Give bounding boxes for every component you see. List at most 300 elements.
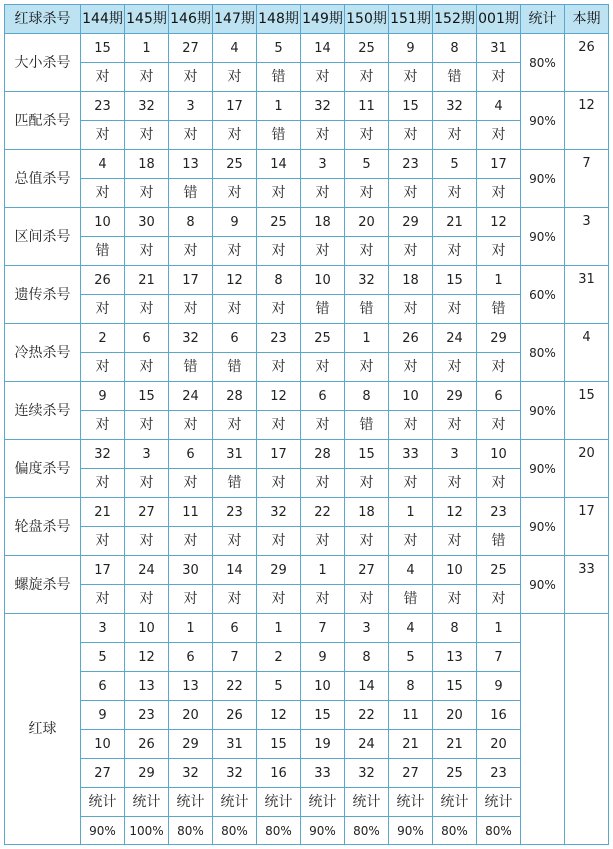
method-result-row xyxy=(5,295,609,324)
method-number-row xyxy=(5,34,609,63)
kill-number: 24 xyxy=(433,324,477,353)
result-mark: 对 xyxy=(125,63,169,92)
kill-number: 1 xyxy=(345,324,389,353)
result-mark: 对 xyxy=(301,63,345,92)
result-mark: 对 xyxy=(257,353,301,382)
kill-number: 23 xyxy=(257,324,301,353)
kill-number: 17 xyxy=(477,150,521,179)
kill-number: 32 xyxy=(433,92,477,121)
result-mark: 对 xyxy=(169,411,213,440)
result-mark: 对 xyxy=(389,121,433,150)
result-mark: 对 xyxy=(213,179,257,208)
result-mark: 对 xyxy=(81,179,125,208)
stat-label: 统计 xyxy=(389,788,433,817)
red-ball-number: 25 xyxy=(433,759,477,788)
method-name: 区间杀号 xyxy=(5,208,81,266)
method-result-row xyxy=(5,527,609,556)
result-mark: 错 xyxy=(169,179,213,208)
red-ball-number: 5 xyxy=(81,643,125,672)
current-kill-number: 12 xyxy=(565,92,609,150)
stat-percent: 80% xyxy=(169,817,213,845)
method-number-row xyxy=(5,92,609,121)
result-mark: 对 xyxy=(389,63,433,92)
red-ball-number: 1 xyxy=(257,614,301,643)
result-mark: 对 xyxy=(257,527,301,556)
result-mark: 对 xyxy=(345,469,389,498)
kill-number: 23 xyxy=(81,92,125,121)
header-row xyxy=(5,5,609,34)
red-ball-number: 7 xyxy=(213,643,257,672)
header-period: 145期 xyxy=(125,5,169,34)
method-result-row xyxy=(5,411,609,440)
result-mark: 错 xyxy=(389,585,433,614)
method-stat: 90% xyxy=(521,556,565,614)
header-period: 001期 xyxy=(477,5,521,34)
current-kill-number: 31 xyxy=(565,266,609,324)
header-period: 150期 xyxy=(345,5,389,34)
method-result-row xyxy=(5,469,609,498)
red-ball-number: 6 xyxy=(213,614,257,643)
red-ball-number: 6 xyxy=(169,643,213,672)
method-number-row xyxy=(5,556,609,585)
result-mark: 对 xyxy=(301,411,345,440)
header-period: 146期 xyxy=(169,5,213,34)
kill-number: 12 xyxy=(433,498,477,527)
red-ball-number: 22 xyxy=(213,672,257,701)
kill-number: 29 xyxy=(433,382,477,411)
method-stat: 80% xyxy=(521,34,565,92)
result-mark: 对 xyxy=(125,121,169,150)
kill-number: 8 xyxy=(257,266,301,295)
red-ball-row xyxy=(5,701,609,730)
result-mark: 对 xyxy=(389,469,433,498)
result-mark: 对 xyxy=(125,237,169,266)
red-ball-number: 20 xyxy=(169,701,213,730)
result-mark: 对 xyxy=(433,585,477,614)
red-ball-number: 3 xyxy=(345,614,389,643)
empty-current-cell xyxy=(565,614,609,845)
kill-number: 25 xyxy=(345,34,389,63)
stat-percent: 80% xyxy=(257,817,301,845)
method-result-row xyxy=(5,63,609,92)
result-mark: 对 xyxy=(345,121,389,150)
result-mark: 对 xyxy=(125,527,169,556)
method-result-row xyxy=(5,237,609,266)
result-mark: 对 xyxy=(477,121,521,150)
red-ball-row xyxy=(5,730,609,759)
method-name: 总值杀号 xyxy=(5,150,81,208)
result-mark: 错 xyxy=(345,295,389,324)
red-ball-number: 12 xyxy=(125,643,169,672)
result-mark: 对 xyxy=(345,237,389,266)
stat-percent: 100% xyxy=(125,817,169,845)
kill-number: 12 xyxy=(257,382,301,411)
current-kill-number: 4 xyxy=(565,324,609,382)
kill-number: 4 xyxy=(477,92,521,121)
kill-number: 24 xyxy=(125,556,169,585)
kill-number: 12 xyxy=(477,208,521,237)
stat-label: 统计 xyxy=(257,788,301,817)
result-mark: 对 xyxy=(345,527,389,556)
red-ball-number: 33 xyxy=(301,759,345,788)
red-ball-number: 26 xyxy=(125,730,169,759)
kill-number: 12 xyxy=(213,266,257,295)
result-mark: 错 xyxy=(81,237,125,266)
result-mark: 对 xyxy=(81,585,125,614)
result-mark: 对 xyxy=(169,469,213,498)
result-mark: 对 xyxy=(389,237,433,266)
red-ball-number: 10 xyxy=(81,730,125,759)
kill-number: 14 xyxy=(257,150,301,179)
method-stat: 90% xyxy=(521,440,565,498)
kill-number: 8 xyxy=(433,34,477,63)
result-mark: 对 xyxy=(389,179,433,208)
kill-number: 17 xyxy=(257,440,301,469)
result-mark: 对 xyxy=(433,469,477,498)
stat-percent: 80% xyxy=(213,817,257,845)
result-mark: 对 xyxy=(169,63,213,92)
kill-number: 31 xyxy=(477,34,521,63)
current-kill-number: 15 xyxy=(565,382,609,440)
result-mark: 对 xyxy=(213,237,257,266)
red-ball-row xyxy=(5,643,609,672)
kill-number: 31 xyxy=(213,440,257,469)
stat-label: 统计 xyxy=(213,788,257,817)
result-mark: 对 xyxy=(81,63,125,92)
red-ball-number: 10 xyxy=(125,614,169,643)
method-number-row xyxy=(5,382,609,411)
red-ball-number: 4 xyxy=(389,614,433,643)
current-kill-number: 3 xyxy=(565,208,609,266)
kill-number-table xyxy=(4,4,609,845)
kill-number: 3 xyxy=(125,440,169,469)
red-ball-number: 1 xyxy=(477,614,521,643)
method-number-row xyxy=(5,208,609,237)
result-mark: 对 xyxy=(257,179,301,208)
stat-label: 统计 xyxy=(81,788,125,817)
result-mark: 对 xyxy=(345,353,389,382)
kill-number: 13 xyxy=(169,150,213,179)
result-mark: 对 xyxy=(477,237,521,266)
kill-number: 32 xyxy=(257,498,301,527)
kill-number: 10 xyxy=(433,556,477,585)
result-mark: 对 xyxy=(301,527,345,556)
kill-number: 27 xyxy=(169,34,213,63)
red-ball-number: 13 xyxy=(169,672,213,701)
method-stat: 90% xyxy=(521,498,565,556)
stat-label: 统计 xyxy=(433,788,477,817)
kill-number: 27 xyxy=(125,498,169,527)
result-mark: 对 xyxy=(169,527,213,556)
stat-percent: 90% xyxy=(81,817,125,845)
kill-number: 23 xyxy=(213,498,257,527)
result-mark: 错 xyxy=(257,63,301,92)
kill-number: 8 xyxy=(345,382,389,411)
result-mark: 对 xyxy=(125,469,169,498)
result-mark: 对 xyxy=(345,585,389,614)
result-mark: 对 xyxy=(125,179,169,208)
kill-number: 10 xyxy=(81,208,125,237)
stat-label: 统计 xyxy=(301,788,345,817)
red-ball-percent-row xyxy=(5,817,609,845)
current-kill-number: 26 xyxy=(565,34,609,92)
kill-number: 6 xyxy=(477,382,521,411)
red-ball-number: 10 xyxy=(301,672,345,701)
result-mark: 对 xyxy=(433,121,477,150)
method-stat: 60% xyxy=(521,266,565,324)
kill-number: 23 xyxy=(477,498,521,527)
result-mark: 对 xyxy=(345,179,389,208)
stat-percent: 90% xyxy=(301,817,345,845)
red-ball-number: 15 xyxy=(301,701,345,730)
kill-number: 29 xyxy=(257,556,301,585)
red-ball-label: 红球 xyxy=(5,614,81,845)
kill-number: 11 xyxy=(169,498,213,527)
method-name: 大小杀号 xyxy=(5,34,81,92)
red-ball-row xyxy=(5,614,609,643)
kill-number: 33 xyxy=(389,440,433,469)
kill-number: 30 xyxy=(125,208,169,237)
red-ball-number: 27 xyxy=(389,759,433,788)
result-mark: 错 xyxy=(345,411,389,440)
result-mark: 错 xyxy=(477,527,521,556)
red-ball-number: 6 xyxy=(81,672,125,701)
result-mark: 对 xyxy=(169,121,213,150)
kill-number: 15 xyxy=(125,382,169,411)
result-mark: 对 xyxy=(477,469,521,498)
red-ball-number: 32 xyxy=(213,759,257,788)
result-mark: 对 xyxy=(433,353,477,382)
kill-number: 10 xyxy=(389,382,433,411)
kill-number: 32 xyxy=(81,440,125,469)
kill-number: 14 xyxy=(213,556,257,585)
kill-number: 30 xyxy=(169,556,213,585)
kill-number: 1 xyxy=(257,92,301,121)
kill-number: 28 xyxy=(213,382,257,411)
red-ball-number: 9 xyxy=(81,701,125,730)
result-mark: 错 xyxy=(301,295,345,324)
kill-number: 10 xyxy=(477,440,521,469)
current-kill-number: 17 xyxy=(565,498,609,556)
kill-number: 1 xyxy=(125,34,169,63)
kill-number: 10 xyxy=(301,266,345,295)
kill-number: 18 xyxy=(301,208,345,237)
kill-number: 8 xyxy=(169,208,213,237)
red-ball-number: 24 xyxy=(345,730,389,759)
red-ball-number: 8 xyxy=(389,672,433,701)
red-ball-number: 7 xyxy=(301,614,345,643)
result-mark: 对 xyxy=(301,237,345,266)
red-ball-number: 23 xyxy=(477,759,521,788)
red-ball-number: 15 xyxy=(257,730,301,759)
kill-number: 26 xyxy=(81,266,125,295)
kill-number: 23 xyxy=(389,150,433,179)
result-mark: 对 xyxy=(433,237,477,266)
result-mark: 对 xyxy=(477,63,521,92)
red-ball-number: 13 xyxy=(125,672,169,701)
kill-number: 21 xyxy=(125,266,169,295)
result-mark: 对 xyxy=(345,63,389,92)
method-name: 匹配杀号 xyxy=(5,92,81,150)
red-ball-row xyxy=(5,672,609,701)
kill-number: 20 xyxy=(345,208,389,237)
kill-number: 4 xyxy=(389,556,433,585)
result-mark: 对 xyxy=(169,295,213,324)
stat-label: 统计 xyxy=(125,788,169,817)
method-result-row xyxy=(5,179,609,208)
red-ball-number: 27 xyxy=(81,759,125,788)
red-ball-number: 21 xyxy=(433,730,477,759)
kill-number: 28 xyxy=(301,440,345,469)
kill-number: 3 xyxy=(433,440,477,469)
red-ball-number: 3 xyxy=(81,614,125,643)
kill-number: 18 xyxy=(389,266,433,295)
kill-number: 17 xyxy=(213,92,257,121)
kill-number: 5 xyxy=(433,150,477,179)
kill-number: 21 xyxy=(81,498,125,527)
kill-number: 32 xyxy=(345,266,389,295)
method-stat: 90% xyxy=(521,92,565,150)
result-mark: 对 xyxy=(301,353,345,382)
kill-number: 26 xyxy=(389,324,433,353)
method-stat: 90% xyxy=(521,208,565,266)
red-ball-number: 2 xyxy=(257,643,301,672)
result-mark: 对 xyxy=(257,237,301,266)
result-mark: 对 xyxy=(213,295,257,324)
kill-number: 5 xyxy=(345,150,389,179)
red-ball-number: 22 xyxy=(345,701,389,730)
result-mark: 对 xyxy=(433,179,477,208)
kill-number: 24 xyxy=(169,382,213,411)
kill-number: 27 xyxy=(345,556,389,585)
red-ball-number: 8 xyxy=(345,643,389,672)
stat-label: 统计 xyxy=(169,788,213,817)
kill-number: 15 xyxy=(433,266,477,295)
kill-number: 32 xyxy=(301,92,345,121)
kill-number: 9 xyxy=(389,34,433,63)
red-ball-number: 7 xyxy=(477,643,521,672)
red-ball-number: 26 xyxy=(213,701,257,730)
header-current: 本期 xyxy=(565,5,609,34)
header-period: 147期 xyxy=(213,5,257,34)
method-name: 遗传杀号 xyxy=(5,266,81,324)
result-mark: 对 xyxy=(213,527,257,556)
result-mark: 对 xyxy=(213,63,257,92)
kill-number: 25 xyxy=(477,556,521,585)
kill-number: 1 xyxy=(477,266,521,295)
kill-number: 4 xyxy=(213,34,257,63)
result-mark: 对 xyxy=(169,237,213,266)
result-mark: 对 xyxy=(301,121,345,150)
result-mark: 对 xyxy=(301,585,345,614)
red-ball-number: 12 xyxy=(257,701,301,730)
kill-number: 29 xyxy=(389,208,433,237)
result-mark: 错 xyxy=(213,353,257,382)
kill-number: 18 xyxy=(125,150,169,179)
red-ball-number: 11 xyxy=(389,701,433,730)
kill-number: 4 xyxy=(81,150,125,179)
red-ball-number: 29 xyxy=(169,730,213,759)
result-mark: 错 xyxy=(477,295,521,324)
kill-number: 14 xyxy=(301,34,345,63)
result-mark: 对 xyxy=(257,585,301,614)
result-mark: 对 xyxy=(433,527,477,556)
method-name: 螺旋杀号 xyxy=(5,556,81,614)
method-stat: 90% xyxy=(521,382,565,440)
kill-number: 9 xyxy=(81,382,125,411)
red-ball-number: 9 xyxy=(301,643,345,672)
kill-number: 17 xyxy=(169,266,213,295)
red-ball-number: 1 xyxy=(169,614,213,643)
current-kill-number: 20 xyxy=(565,440,609,498)
kill-number: 9 xyxy=(213,208,257,237)
method-number-row xyxy=(5,498,609,527)
result-mark: 错 xyxy=(213,469,257,498)
kill-number: 32 xyxy=(125,92,169,121)
result-mark: 对 xyxy=(81,527,125,556)
header-period: 152期 xyxy=(433,5,477,34)
header-period: 149期 xyxy=(301,5,345,34)
red-ball-number: 32 xyxy=(169,759,213,788)
kill-number: 11 xyxy=(345,92,389,121)
method-stat: 80% xyxy=(521,324,565,382)
header-period: 144期 xyxy=(81,5,125,34)
method-result-row xyxy=(5,353,609,382)
method-number-row xyxy=(5,324,609,353)
red-ball-number: 13 xyxy=(433,643,477,672)
red-ball-number: 31 xyxy=(213,730,257,759)
kill-number: 6 xyxy=(301,382,345,411)
result-mark: 对 xyxy=(169,585,213,614)
red-ball-number: 21 xyxy=(389,730,433,759)
method-stat: 90% xyxy=(521,150,565,208)
result-mark: 对 xyxy=(81,411,125,440)
kill-number: 17 xyxy=(81,556,125,585)
result-mark: 对 xyxy=(389,353,433,382)
red-ball-number: 15 xyxy=(433,672,477,701)
method-number-row xyxy=(5,266,609,295)
red-ball-row xyxy=(5,759,609,788)
result-mark: 对 xyxy=(213,585,257,614)
kill-number: 2 xyxy=(81,324,125,353)
result-mark: 对 xyxy=(125,585,169,614)
red-ball-number: 8 xyxy=(433,614,477,643)
result-mark: 对 xyxy=(257,411,301,440)
red-ball-number: 5 xyxy=(257,672,301,701)
kill-number: 32 xyxy=(169,324,213,353)
kill-number: 6 xyxy=(213,324,257,353)
stat-percent: 80% xyxy=(477,817,521,845)
result-mark: 对 xyxy=(389,295,433,324)
current-kill-number: 33 xyxy=(565,556,609,614)
result-mark: 对 xyxy=(477,179,521,208)
header-period: 148期 xyxy=(257,5,301,34)
red-ball-number: 16 xyxy=(257,759,301,788)
kill-number: 25 xyxy=(257,208,301,237)
result-mark: 对 xyxy=(389,527,433,556)
result-mark: 对 xyxy=(389,411,433,440)
empty-stat-cell xyxy=(521,614,565,845)
kill-number: 3 xyxy=(301,150,345,179)
method-name: 偏度杀号 xyxy=(5,440,81,498)
result-mark: 对 xyxy=(81,121,125,150)
header-stat: 统计 xyxy=(521,5,565,34)
kill-number: 6 xyxy=(169,440,213,469)
kill-number: 15 xyxy=(345,440,389,469)
method-number-row xyxy=(5,440,609,469)
red-ball-number: 20 xyxy=(433,701,477,730)
stat-percent: 80% xyxy=(433,817,477,845)
